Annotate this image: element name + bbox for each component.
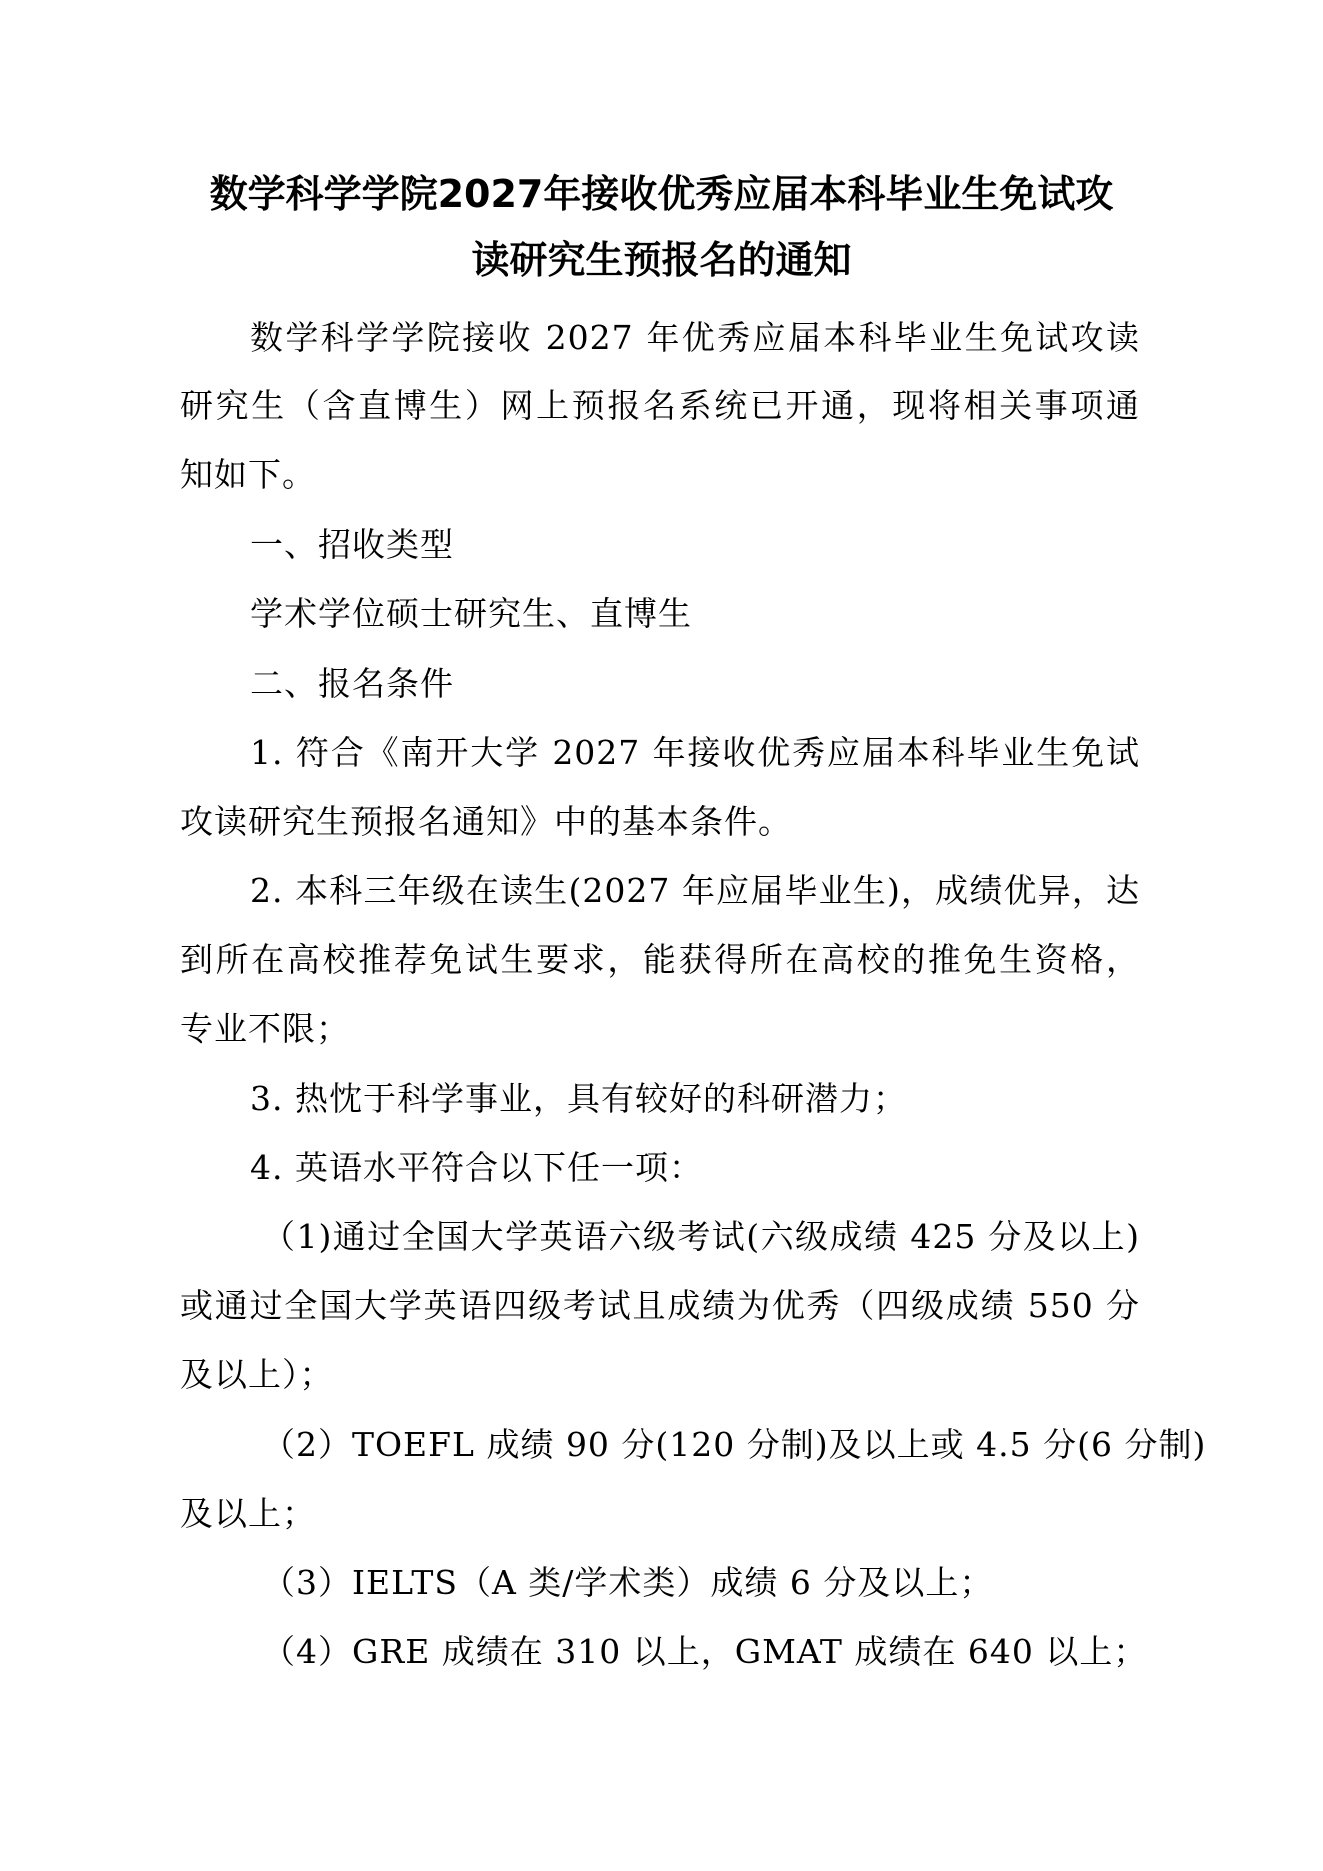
document-title-line-2: 读研究生预报名的通知 xyxy=(471,238,852,282)
item-2-line-2: 到所在高校推荐免试生要求，能获得所在高校的推免生资格， xyxy=(180,940,1140,979)
sub-item-1-line-2: 或通过全国大学英语四级考试且成绩为优秀（四级成绩 550 分 xyxy=(180,1286,1140,1325)
section-1-text: 学术学位硕士研究生、直博生 xyxy=(250,594,692,633)
sub-item-3-line: （3）IELTS（A 类/学术类）成绩 6 分及以上； xyxy=(262,1563,994,1602)
item-2-line-3: 专业不限； xyxy=(180,1009,350,1048)
item-2-line-1: 2. 本科三年级在读生(2027 年应届毕业生)，成绩优异，达 xyxy=(250,871,1140,910)
sub-item-2-line-1: （2）TOEFL 成绩 90 分(120 分制)及以上或 4.5 分(6 分制) xyxy=(262,1425,1207,1464)
sub-item-2-line-2: 及以上； xyxy=(180,1494,316,1533)
section-1-heading: 一、招收类型 xyxy=(250,525,454,564)
sub-item-4-line: （4）GRE 成绩在 310 以上，GMAT 成绩在 640 以上； xyxy=(262,1632,1148,1671)
intro-line-1: 数学科学学院接收 2027 年优秀应届本科毕业生免试攻读 xyxy=(250,318,1140,357)
document-title-line-1: 数学科学学院2027年接收优秀应届本科毕业生免试攻 xyxy=(209,172,1114,216)
item-1-line-2: 攻读研究生预报名通知》中的基本条件。 xyxy=(180,802,792,841)
item-1-line-1: 1. 符合《南开大学 2027 年接收优秀应届本科毕业生免试 xyxy=(250,733,1140,772)
item-3-line: 3. 热忱于科学事业，具有较好的科研潜力； xyxy=(250,1079,907,1118)
sub-item-1-line-3: 及以上）； xyxy=(180,1355,334,1394)
sub-item-1-line-1: （1)通过全国大学英语六级考试(六级成绩 425 分及以上) xyxy=(262,1217,1140,1256)
section-2-heading: 二、报名条件 xyxy=(250,664,454,703)
intro-line-2: 研究生（含直博生）网上预报名系统已开通，现将相关事项通 xyxy=(180,386,1140,425)
item-4-line: 4. 英语水平符合以下任一项： xyxy=(250,1148,703,1187)
intro-line-3: 知如下。 xyxy=(180,455,316,494)
